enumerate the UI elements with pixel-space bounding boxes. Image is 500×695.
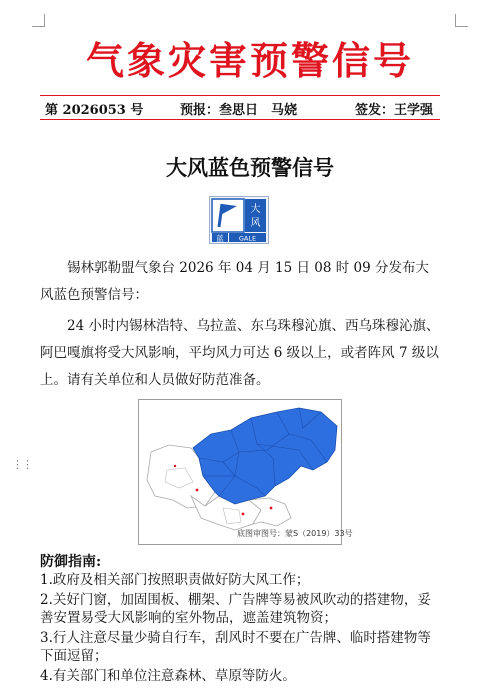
signer-name: 王学强	[394, 103, 434, 118]
guide-item: 3.行人注意尽量少骑自行车，刮风时不要在广告牌、临时搭建物等下面逗留；	[40, 629, 431, 664]
map-caption: 底图审图号：蒙S（2019）33号	[237, 529, 353, 538]
guide-item: 4.有关部门和单位注意森林、草原等防火。	[40, 667, 296, 684]
warning-paragraph-impact: 24 小时内锡林浩特、乌拉盖、东乌珠穆沁旗、西乌珠穆沁旗、阿巴嘎旗将受大风影响，平均风力可达 6 级以上，或者阵风 7 级以上。请有关单位和人员做好防范准备。	[40, 318, 440, 388]
signal-type-char: 大	[250, 204, 261, 215]
gale-blue-signal-icon	[209, 196, 269, 244]
warning-area-region	[193, 408, 337, 504]
warning-area-map	[138, 399, 353, 545]
warning-paragraph-issued: 锡林郭勒盟气象台 2026 年 04 月 15 日 08 时 09 分发布大风蓝色预警信号：	[40, 260, 429, 303]
guide-item: 2.关好门窗，加固围板、棚架、广告牌等易被风吹动的搭建物，妥善安置易受大风影响的室外物品，遮盖建筑物资；	[40, 591, 431, 626]
signer-label: 签发：	[355, 103, 395, 118]
header-rule-bottom	[40, 119, 440, 120]
page-corner-mark	[32, 14, 45, 27]
drag-handle-icon[interactable]: ⋮⋮	[12, 458, 32, 471]
forecaster-label: 预报：	[180, 103, 220, 118]
signal-english-label: GALE	[238, 234, 257, 243]
page-corner-mark	[455, 14, 468, 27]
main-title: 气象灾害预警信号	[85, 39, 414, 83]
forecaster-line	[180, 99, 297, 118]
guide-item: 1.政府及相关部门按照职责做好防大风工作；	[40, 572, 310, 588]
header-rule-top	[40, 95, 440, 96]
document-title: 大风蓝色预警信号	[166, 156, 334, 180]
guide-heading: 防御指南:	[40, 554, 102, 570]
signal-level-char: 蓝	[216, 234, 224, 243]
signal-type-char: 风	[250, 218, 261, 229]
warning-area-map-svg	[139, 400, 341, 544]
forecaster-names: 叁思日 马娆	[219, 103, 298, 118]
issue-number: 第 2026053 号	[45, 103, 144, 118]
signer-line	[355, 99, 433, 118]
guide-list	[40, 571, 440, 686]
